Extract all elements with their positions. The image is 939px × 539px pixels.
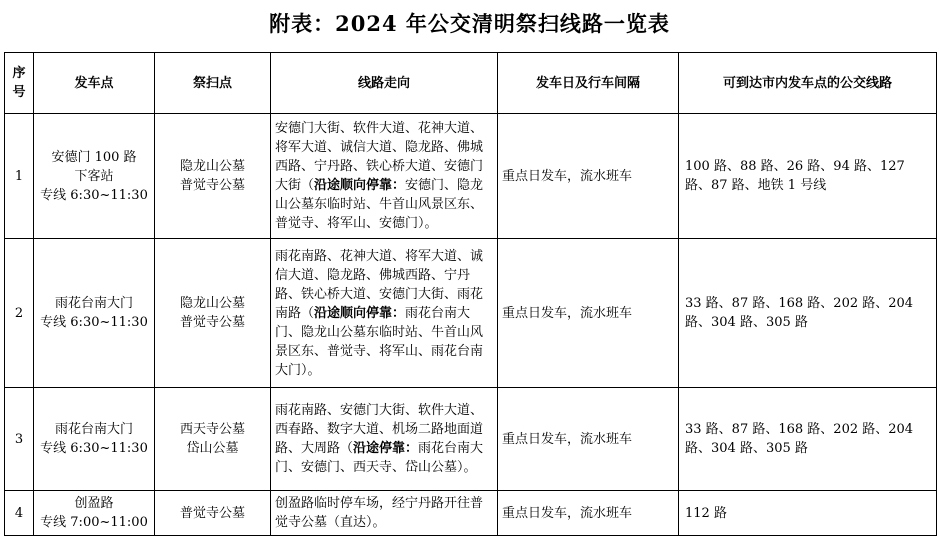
bus-route-table (4, 52, 937, 536)
page-title: 附表：2024 年公交清明祭扫线路一览表 (269, 11, 670, 36)
header-origin: 发车点 (34, 53, 155, 114)
header-schedule: 发车日及行车间隔 (498, 53, 679, 114)
route-stops: 雨花台南大门、隐龙山公墓东临时站、牛首山风景区东、普觉寺、将军山、雨花台南大门）。 (275, 305, 484, 378)
route-stops: 雨花台南大门、安德门、西天寺、岱山公墓）。 (275, 441, 484, 475)
cell-seq: 1 (5, 114, 34, 239)
cell-route (271, 491, 498, 536)
header-route: 线路走向 (271, 53, 498, 114)
table-row (5, 491, 937, 536)
origin-line: 雨花台南大门 (54, 296, 133, 311)
cell-seq: 3 (5, 388, 34, 491)
cemetery-line: 隐龙山公墓 (179, 159, 245, 174)
route-stops-label: 沿途停靠： (353, 441, 419, 456)
cell-origin (34, 491, 155, 536)
header-seq: 序号 (5, 53, 34, 114)
cell-connecting: 100 路、88 路、26 路、94 路、127 路、87 路、地铁 1 号线 (679, 114, 937, 239)
origin-line: 专线 6:30~11:30 (40, 441, 148, 456)
route-text: 安德门大街、软件大道、花神大道、将军大道、诚信大道、隐龙路、佛城西路、宁丹路、铁心桥大道、安德门大街（ (275, 121, 484, 193)
cell-origin (34, 239, 155, 388)
cemetery-line: 西天寺公墓 (179, 422, 245, 437)
cemetery-line: 岱山公墓 (186, 441, 239, 456)
header-connecting: 可到达市内发车点的公交线路 (679, 53, 937, 114)
route-stops-label: 沿途顺向停靠： (314, 305, 406, 321)
table-row (5, 114, 937, 239)
cell-seq: 2 (5, 239, 34, 388)
cell-schedule: 重点日发车，流水班车 (498, 239, 679, 388)
origin-line: 专线 6:30~11:30 (40, 187, 148, 203)
cemetery-line: 普觉寺公墓 (179, 178, 245, 193)
cell-route (271, 114, 498, 239)
route-text: 雨花南路、花神大道、将军大道、诚信大道、隐龙路、佛城西路、宁丹路、铁心桥大道、安德门大街、雨花南路（ (275, 248, 484, 321)
cell-schedule: 重点日发车，流水班车 (498, 388, 679, 491)
origin-line: 创盈路 (74, 496, 114, 511)
cell-route (271, 388, 498, 491)
cell-schedule: 重点日发车，流水班车 (498, 491, 679, 536)
route-stops-label: 沿途顺向停靠： (314, 178, 406, 193)
origin-line: 下客站 (74, 168, 114, 184)
cemetery-line: 隐龙山公墓 (179, 296, 245, 311)
cell-schedule: 重点日发车，流水班车 (498, 114, 679, 239)
cell-origin (34, 114, 155, 239)
cemetery-line: 普觉寺公墓 (179, 315, 245, 330)
route-text: 雨花南路、安德门大街、软件大道、西春路、数字大道、机场二路地面道路、大周路（ (275, 403, 484, 456)
route-stops: 安德门、隐龙山公墓东临时站、牛首山风景区东、普觉寺、将军山、安德门）。 (275, 178, 484, 231)
table-row (5, 388, 937, 491)
header-row (5, 53, 937, 114)
cell-origin (34, 388, 155, 491)
cemetery-line: 普觉寺公墓 (179, 505, 245, 521)
route-text: 创盈路临时停车场，经宁丹路开往普觉寺公墓（直达）。 (275, 496, 484, 530)
cell-cemetery (155, 388, 271, 491)
table-row (5, 239, 937, 388)
cell-cemetery (155, 491, 271, 536)
header-cemetery: 祭扫点 (155, 53, 271, 114)
cell-seq: 4 (5, 491, 34, 536)
cell-connecting: 33 路、87 路、168 路、202 路、204 路、304 路、305 路 (679, 239, 937, 388)
origin-line: 雨花台南大门 (54, 422, 133, 437)
origin-line: 安德门 100 路 (51, 149, 137, 165)
origin-line: 专线 6:30~11:30 (40, 315, 148, 330)
cell-cemetery (155, 239, 271, 388)
cell-connecting: 33 路、87 路、168 路、202 路、204 路、304 路、305 路 (679, 388, 937, 491)
cell-route (271, 239, 498, 388)
cell-connecting: 112 路 (679, 491, 937, 536)
origin-line: 专线 7:00~11:00 (40, 515, 148, 530)
cell-cemetery (155, 114, 271, 239)
